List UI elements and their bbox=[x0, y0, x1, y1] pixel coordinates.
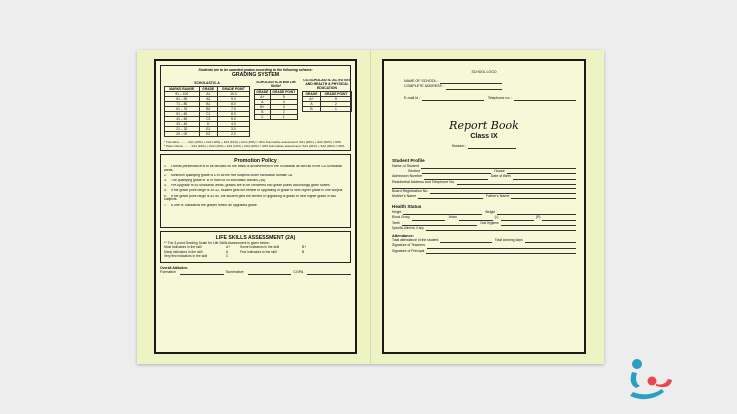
teachers-signature-field: Signature of Teachers bbox=[392, 243, 576, 248]
table-header: MARKS RANGE bbox=[165, 86, 200, 91]
table-row bbox=[255, 114, 298, 119]
address-field: COMPLETE ADDRESS : bbox=[392, 84, 502, 89]
grading-box bbox=[160, 65, 351, 151]
contact-row bbox=[392, 96, 576, 101]
table-cell: 5 bbox=[320, 96, 351, 101]
life-skill-cell: Most indicators in the skill bbox=[164, 245, 202, 250]
cgpa-label: CGPA bbox=[293, 270, 304, 275]
table-cell: 4 bbox=[270, 99, 297, 104]
parents-row: Mother's Name Father's Name bbox=[392, 194, 576, 199]
table-cell: 71 – 80 bbox=[165, 101, 200, 106]
report-book-title: Report Book bbox=[449, 118, 519, 132]
report-book-booklet bbox=[137, 50, 604, 364]
table-cell: A+ bbox=[303, 96, 321, 101]
logo-teal-body bbox=[631, 372, 640, 388]
list-number: 3. bbox=[164, 179, 167, 183]
height-weight-row: Height Weight bbox=[392, 210, 576, 215]
life-skills-scale bbox=[164, 245, 347, 259]
scholastic-a-label: SCHOLASTIC-A bbox=[194, 81, 220, 86]
co-scholastic-label: CO-SCHOLASTIC ACTIVITIES AND HEALTH & PHYSICAL EDUCATION bbox=[303, 79, 351, 90]
life-skills-subtitle: ** The 3-point Grading Scale for Life Skills Assessment is given below: bbox=[164, 241, 270, 245]
table-cell: B bbox=[255, 109, 271, 114]
list-text: A one or Standards the grades reflect an upgraded grade. bbox=[171, 203, 258, 207]
table-cell: 41 – 50 bbox=[165, 116, 200, 121]
summative-label: Summative bbox=[225, 270, 244, 275]
list-item bbox=[164, 184, 347, 188]
table-header: GRADE POINT bbox=[320, 91, 351, 96]
email-label: E-mail Id : bbox=[404, 95, 421, 100]
admission-dob-row: Admission Number Date of Birth bbox=[392, 174, 576, 179]
logo-red-arc bbox=[656, 379, 672, 387]
table-cell: 4.0 bbox=[217, 121, 249, 126]
table-cell: A bbox=[255, 99, 271, 104]
board-registration-field: Board Registration No. bbox=[392, 189, 576, 194]
table-cell: 9.0 bbox=[217, 96, 249, 101]
table-header: GRADE bbox=[303, 91, 321, 96]
table-cell: 61 – 70 bbox=[165, 106, 200, 111]
table-cell: A+ bbox=[255, 94, 271, 99]
list-item bbox=[164, 195, 347, 203]
list-item bbox=[164, 174, 347, 178]
footnote: * Pass criteria ......... FA1 (10%) + FA2 (10%) + FA3 (10%) + FA4 (10%) = 40% Summative assessment: SA1 (20%) + SA2 (40%) = 60% bbox=[164, 143, 345, 148]
table-cell: 10.0 bbox=[217, 91, 249, 96]
student-name-field: Name of Student bbox=[392, 164, 576, 169]
table-cell: 51 – 60 bbox=[165, 111, 200, 116]
life-skill-cell: C bbox=[226, 254, 229, 259]
logo-teal-arc bbox=[630, 389, 664, 399]
table-cell: 91 – 100 bbox=[165, 91, 200, 96]
student-profile-heading: Student Profile bbox=[392, 158, 425, 164]
list-text: If the grade point range is 30-42, student gets the benefit of upgrading of grade to next higher grade in one subject. bbox=[171, 189, 344, 193]
section-house-row: Section House bbox=[392, 169, 576, 174]
table-cell: 3.0 bbox=[217, 126, 249, 131]
scholastic-b-label: SCHOLASTIC-B and Life Skills* bbox=[256, 81, 296, 88]
class-title: Class IX bbox=[470, 132, 498, 140]
right-page bbox=[382, 59, 586, 354]
table-cell: B+ bbox=[255, 104, 271, 109]
table-cell: A bbox=[303, 101, 321, 106]
table-cell: 20 – 00 bbox=[165, 131, 200, 136]
attendance-heading: Attendance: bbox=[392, 234, 414, 239]
life-skill-cell: A+ bbox=[226, 245, 231, 250]
table-cell: C1 bbox=[199, 111, 217, 116]
table-cell: A1 bbox=[199, 91, 217, 96]
table-cell: E1 bbox=[199, 126, 217, 131]
promotion-title: Promotion Policy bbox=[234, 158, 277, 164]
table-cell: 8.0 bbox=[217, 101, 249, 106]
list-item bbox=[164, 165, 347, 173]
table-cell: 2.0 bbox=[217, 131, 249, 136]
list-number: 6. bbox=[164, 194, 167, 198]
list-text: Pre-upgrade to co-scholastic areas, grades are to be converted into grade points accordingly given scales. bbox=[171, 184, 331, 188]
school-logo-placeholder: SCHOOL LOGO bbox=[471, 70, 497, 74]
attitudes-title: Overall Attitudes: bbox=[160, 265, 189, 270]
session-field: Session : bbox=[392, 144, 576, 149]
table-header: GRADE bbox=[199, 86, 217, 91]
list-text: Minimum qualifying grade is D in all the five subjects under scholastic domain 1A. bbox=[171, 174, 294, 178]
table-row bbox=[303, 106, 352, 111]
table-header: GRADE bbox=[256, 89, 269, 94]
list-text: If the grade point range is 42-50, the student gets the benefit of upgrading of grade to next higher grade in two subjects. bbox=[164, 194, 336, 202]
promotion-policy-box bbox=[160, 154, 351, 228]
list-number: 5. bbox=[164, 189, 167, 193]
table-cell: E2 bbox=[199, 131, 217, 136]
formative-label: Formative bbox=[160, 270, 176, 275]
list-item bbox=[164, 204, 347, 208]
life-skill-cell: Many indicators in the skill bbox=[164, 249, 203, 254]
table-cell: 3 bbox=[270, 104, 297, 109]
ailment-field: Specific Ailment, if any bbox=[392, 226, 576, 231]
list-text: Overall performance is to be decided on the basis of achievement in the Scholastic as well as in the Co-Scholastic areas. bbox=[164, 165, 343, 173]
table-cell: B2 bbox=[199, 106, 217, 111]
residential-address-field: Residential Address and Telephone No. bbox=[392, 180, 576, 185]
health-status-heading: Health Status bbox=[392, 204, 422, 210]
life-skills-title: LIFE SKILLS ASSESSMENT (2A) bbox=[215, 235, 296, 241]
school-name-field: NAME OF SCHOOL : bbox=[392, 79, 502, 84]
table-cell: 81 – 90 bbox=[165, 96, 200, 101]
list-number: 7. bbox=[164, 203, 167, 207]
grading-title: GRADING SYSTEM bbox=[231, 72, 280, 79]
blood-vision-row: Blood Group Vision (L) (R) bbox=[392, 215, 576, 220]
table-cell: 5.0 bbox=[217, 116, 249, 121]
life-skill-cell: A bbox=[226, 249, 229, 254]
life-skill-cell: Very few indicators in the skill bbox=[164, 254, 208, 259]
life-skill-cell: B+ bbox=[302, 245, 307, 250]
logo-teal-dot bbox=[632, 359, 642, 369]
table-cell: 7.0 bbox=[217, 106, 249, 111]
life-skills-box bbox=[160, 231, 351, 263]
table-cell: B1 bbox=[199, 101, 217, 106]
telephone-label: Telephone no. : bbox=[487, 95, 513, 100]
table-cell: D bbox=[199, 121, 217, 126]
promotion-list bbox=[164, 165, 347, 207]
life-skill-row bbox=[164, 254, 347, 259]
list-number: 1. bbox=[164, 165, 167, 169]
brand-logo-icon bbox=[624, 356, 678, 402]
booklet-spine bbox=[370, 50, 371, 364]
table-cell: 6.0 bbox=[217, 111, 249, 116]
list-item bbox=[164, 189, 347, 193]
list-text: The qualifying grade is 'B' in each of co-scholastic domain 2(A). bbox=[171, 179, 267, 183]
life-skill-cell: Few indicators in the skill bbox=[240, 249, 277, 254]
list-item bbox=[164, 179, 347, 183]
principal-signature-field: Signature of Principal bbox=[392, 249, 576, 254]
list-number: 2. bbox=[164, 174, 167, 178]
life-skill-cell: Some indicators in the skill bbox=[240, 245, 280, 250]
left-page bbox=[154, 59, 357, 354]
scheme-text: Students are to be awarded grades according to the following scheme: bbox=[198, 68, 313, 72]
footnote: * Formative ......... FA1 (10%) + FA2 (10%) + FA3 (10%) + FA4 (10%) = 40% Summative assessment: SA1 (20%) + SA2 (40%) = 60% bbox=[164, 139, 342, 144]
table-row bbox=[165, 131, 250, 136]
table-cell: 33 – 40 bbox=[165, 121, 200, 126]
table-cell: 1 bbox=[320, 106, 351, 111]
table-cell: 21 – 32 bbox=[165, 126, 200, 131]
table-row bbox=[165, 91, 250, 96]
table-cell: 5 bbox=[270, 94, 297, 99]
teeth-oral-row: Teeth Oral Hygiene bbox=[392, 221, 576, 226]
logo-red-dot bbox=[648, 377, 657, 386]
table-cell: 2 bbox=[270, 109, 297, 114]
sign-row bbox=[160, 270, 351, 275]
table-header: GRADE POINT bbox=[217, 86, 249, 91]
table-cell: 2 bbox=[320, 101, 351, 106]
table-header: GRADE POINT bbox=[270, 89, 297, 94]
table-cell: C2 bbox=[199, 116, 217, 121]
table-cell: B bbox=[303, 106, 321, 111]
table-cell: C bbox=[255, 114, 271, 119]
life-skill-cell: B bbox=[302, 249, 305, 254]
table-cell: A2 bbox=[199, 96, 217, 101]
co-scholastic-table bbox=[302, 91, 352, 112]
list-number: 4. bbox=[164, 184, 167, 188]
table-cell: 1 bbox=[270, 114, 297, 119]
scholastic-b-table bbox=[254, 89, 298, 120]
scholastic-a-table bbox=[164, 86, 250, 137]
attendance-row: Total attendance of the student Total working days bbox=[392, 238, 576, 243]
